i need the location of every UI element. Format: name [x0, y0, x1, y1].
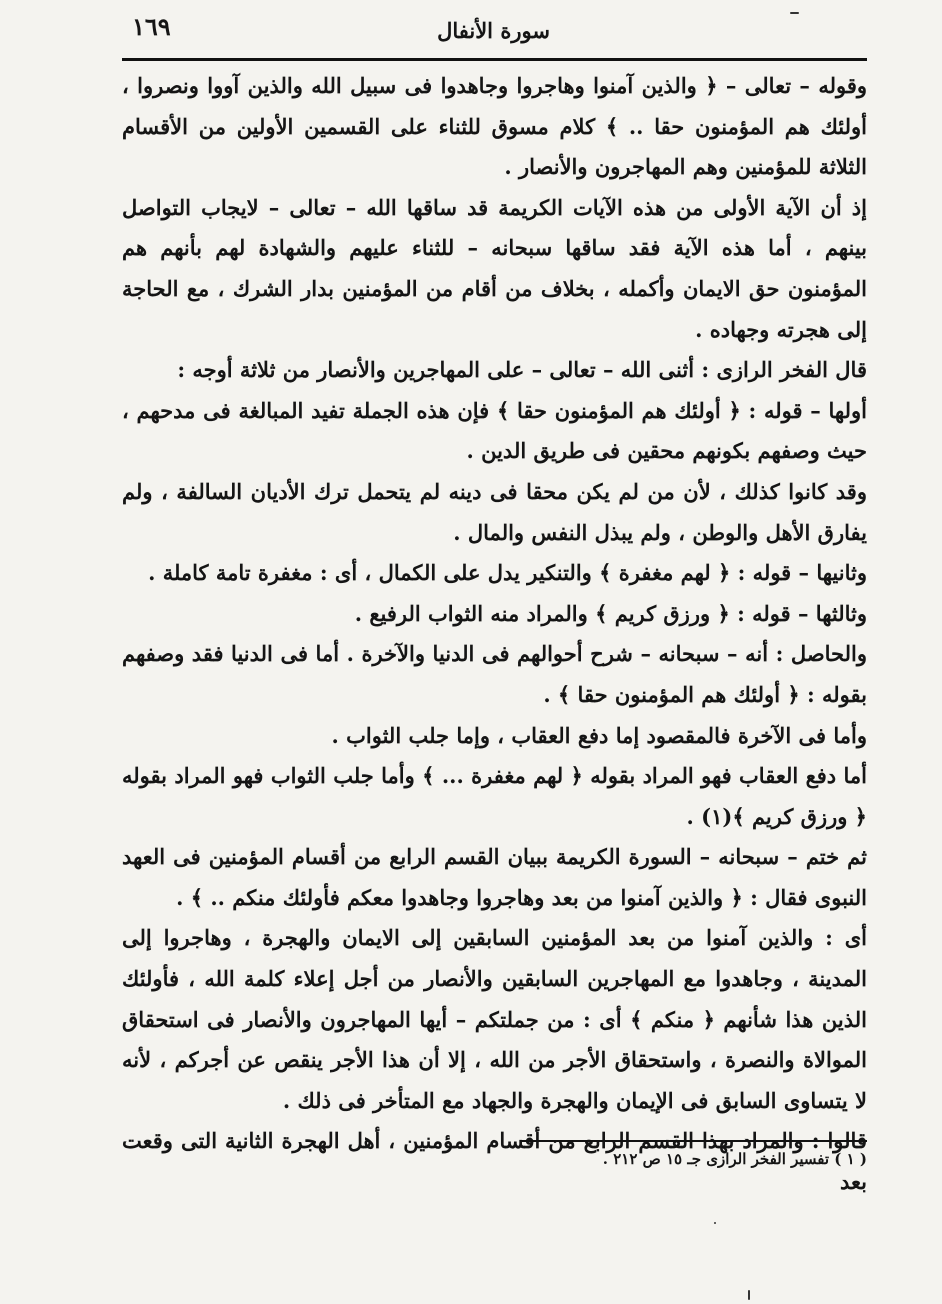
body-text — [122, 66, 867, 1203]
header-rule — [122, 58, 867, 61]
paragraph: وأما فى الآخرة فالمقصود إما دفع العقاب ، وإما جلب الثواب . — [331, 722, 867, 748]
paragraph: قالوا : والمراد بهذا القسم الرابع من أقسام المؤمنين ، أهل الهجرة الثانية التى وقعت بعد — [122, 1128, 867, 1195]
paragraph: وثالثها – قوله : ﴿ ورزق كريم ﴾ والمراد منه الثواب الرفيع . — [354, 600, 867, 626]
paragraph: وقوله – تعالى – ﴿ والذين آمنوا وهاجروا وجاهدوا فى سبيل الله والذين آووا ونصروا ، أولئك هم المؤمنون حقا .. ﴾ كلام مسوق للثناء على القسمين الأولين من الأقسام الثلاثة للمؤمنين وهم المهاجرون والأنصار . — [122, 73, 867, 180]
surah-title: سورة الأنفال — [437, 18, 550, 43]
scan-speck — [714, 1222, 716, 1224]
paragraph: أى : والذين آمنوا من بعد المؤمنين السابقين إلى الايمان والهجرة ، وهاجروا إلى المدينة ، وجاهدوا مع المهاجرين السابقين والأنصار من أجل إعلاء كلمة الله ، فأولئك الذين هذا شأنهم ﴿ منكم ﴾ أى : من جملتكم – أيها المهاجرون والأنصار فى استحقاق الموالاة والنصرة ، واستحقاق الأجر من الله ، إلا أن هذا الأجر ينقص عن أجركم ، لأنه لا يتساوى السابق فى الإيمان والهجرة والجهاد مع المتأخر فى ذلك . — [122, 925, 867, 1113]
page-header — [120, 8, 867, 54]
paragraph: ثم ختم – سبحانه – السورة الكريمة ببيان القسم الرابع من أقسام المؤمنين فى العهد النبوى فقال : ﴿ والذين آمنوا من بعد وهاجروا وجاهدوا معكم فأولئك منكم .. ﴾ . — [122, 844, 867, 910]
paragraph: أما دفع العقاب فهو المراد بقوله ﴿ لهم مغفرة ... ﴾ وأما جلب الثواب فهو المراد بقوله ﴿ ورزق كريم ﴾(١) . — [122, 763, 867, 829]
paragraph: وثانيها – قوله : ﴿ لهم مغفرة ﴾ والتنكير يدل على الكمال ، أى : مغفرة تامة كاملة . — [148, 560, 867, 586]
footnote-rule — [520, 1140, 867, 1142]
scan-speck — [790, 12, 799, 14]
paragraph: إذ أن الآية الأولى من هذه الآيات الكريمة قد ساقها الله – تعالى – لايجاب التواصل بينهم ، أما هذه الآية فقد ساقها سبحانه – للثناء عليهم والشهادة لهم بأنهم هم المؤمنون حق الايمان وأكمله ، بخلاف من أقام من المؤمنين بدار الشرك ، مع الحاجة إلى هجرته وجهاده . — [122, 194, 867, 342]
page-number: ١٦٩ — [132, 12, 171, 41]
paragraph: والحاصل : أنه – سبحانه – شرح أحوالهم فى الدنيا والآخرة . أما فى الدنيا فقد وصفهم بقوله : ﴿ أولئك هم المؤمنون حقا ﴾ . — [122, 641, 867, 707]
paragraph: وقد كانوا كذلك ، لأن من لم يكن محقا فى دينه لم يتحمل ترك الأديان السالفة ، ولم يفارق الأهل والوطن ، ولم يبذل النفس والمال . — [122, 478, 867, 545]
paragraph: أولها – قوله : ﴿ أولئك هم المؤمنون حقا ﴾ فإن هذه الجملة تفيد المبالغة فى مدحهم ، حيث وصفهم بكونهم محقين فى طريق الدين . — [122, 397, 867, 464]
scan-speck — [748, 1290, 750, 1300]
footnote: ( ١ ) تفسير الفخر الرازى جـ ١٥ ص ٢١٢ . — [602, 1150, 867, 1168]
paragraph: قال الفخر الرازى : أثنى الله – تعالى – على المهاجرين والأنصار من ثلاثة أوجه : — [177, 357, 867, 383]
